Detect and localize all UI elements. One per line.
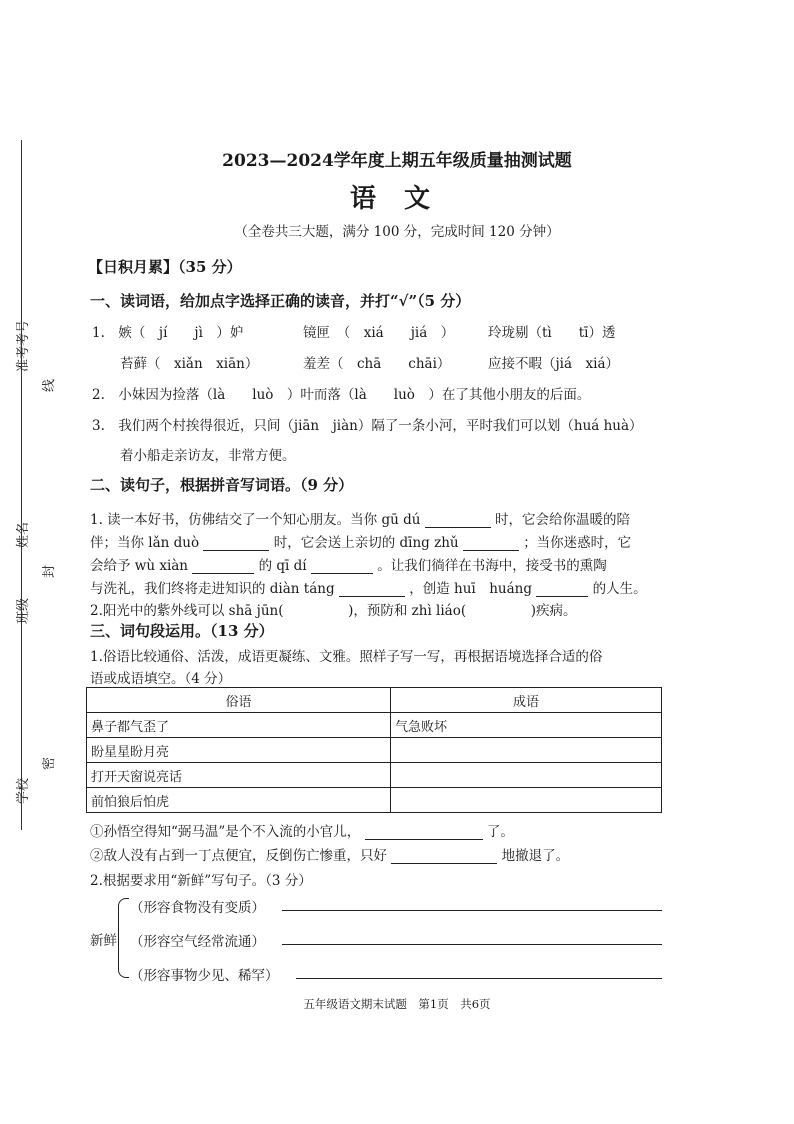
binding-line	[21, 140, 22, 830]
fill-text: ①孙悟空得知“弼马温”是个不入流的小官儿，	[90, 824, 361, 840]
q2-text: 会给予 wù xiàn	[90, 558, 189, 574]
table-header: 成语	[391, 688, 662, 713]
exam-number-label: 准考考号	[16, 319, 31, 372]
fill-text: ②敌人没有占到一丁点便宜，反倒伤亡惨重，只好	[90, 848, 387, 864]
answer-blank-fill-1[interactable]	[365, 825, 483, 840]
q1-item-2: 镜匣 （ xiá jiá ）	[303, 325, 455, 341]
answer-line-2[interactable]	[282, 944, 662, 945]
q1-item-4: 苔藓（ xiǎn xiān）	[120, 356, 259, 372]
fill-text: 了。	[486, 824, 514, 840]
table-cell: 鼻子都气歪了	[87, 713, 391, 738]
table-row	[87, 788, 662, 813]
q1-question-3a: 3. 我们两个村挨得很近，只间（jiān jiàn）隔了一条小河，平时我们可以划（huá huà）	[92, 418, 643, 434]
q2-line-4	[90, 577, 647, 597]
exam-title: 2023—2024学年度上期五年级质量抽测试题	[222, 151, 572, 171]
table-cell: 气急败坏	[391, 713, 662, 738]
q2-text: 。让我们徜徉在书海中，接受书的熏陶	[377, 558, 607, 574]
seal-char-xian: 线	[42, 378, 57, 392]
part-heading: 【日积月累】（35 分）	[88, 258, 242, 276]
table-answer-cell[interactable]	[391, 788, 662, 813]
q2-text: 的人生。	[592, 581, 647, 597]
school-label: 学校	[16, 777, 31, 804]
q2-text: ，创造 huī huáng	[409, 581, 532, 597]
q3-intro-1: 1.俗语比较通俗、活泼，成语更凝练、文雅。照样子写一写，再根据语境选择合适的俗	[90, 649, 603, 665]
exam-note: （全卷共三大题，满分 100 分，完成时间 120 分钟）	[234, 224, 560, 240]
q2-text: ；当你迷惑时，它	[523, 535, 632, 551]
table-row	[87, 763, 662, 788]
q2-text: )，预防和 zhì liáo(	[348, 603, 467, 619]
table-row	[87, 738, 662, 763]
fill-text: 地撤退了。	[501, 848, 570, 864]
answer-line-3[interactable]	[296, 978, 662, 979]
answer-blank-wuxian[interactable]	[192, 559, 254, 574]
answer-blank-landuo[interactable]	[203, 536, 269, 551]
answer-blank-huihuang[interactable]	[536, 582, 588, 597]
q1-item-3: 玲珑剔（tì tī）透	[488, 325, 616, 341]
answer-blank-diantang[interactable]	[339, 582, 405, 597]
class-label: 班级	[16, 597, 31, 624]
section-3-heading: 三、词句段运用。（13 分）	[90, 622, 274, 640]
table-row	[87, 713, 662, 738]
fill-sentence-2	[90, 844, 569, 864]
name-label: 姓名	[16, 521, 31, 548]
q1-question-2: 2. 小妹因为捡落（là luò ）叶而落（là luò ）在了其他小朋友的后面。	[92, 387, 591, 403]
requirement-3: （形容事物少见、稀罕）	[130, 968, 279, 984]
seal-char-feng: 封	[42, 564, 57, 578]
answer-blank-dingzhu[interactable]	[463, 536, 519, 551]
q2-text: 的 qī dí	[258, 558, 307, 574]
brace-icon	[118, 898, 129, 978]
q1-item-1: 1. 嫉（ jí jì ）妒	[92, 325, 244, 341]
answer-blank-qidi[interactable]	[311, 559, 373, 574]
table-cell: 前怕狼后怕虎	[87, 788, 391, 813]
table-answer-cell[interactable]	[391, 763, 662, 788]
q1-item-6: 应接不暇（jiá xiá）	[488, 356, 620, 372]
section-1-heading: 一、读词语，给加点字选择正确的读音，并打“√”（5 分）	[90, 292, 471, 310]
q2-line-2	[90, 531, 631, 551]
q2-text: 时，它会送上亲切的 dīng zhǔ	[273, 535, 459, 551]
q2-line-3	[90, 554, 607, 574]
answer-blank-fill-2[interactable]	[391, 849, 497, 864]
fill-sentence-1	[90, 820, 514, 840]
table-header-row	[87, 688, 662, 713]
q2-line-1	[90, 508, 630, 528]
word-label: 新鲜	[90, 933, 117, 949]
q3-intro-2: 语或成语填空。（4 分）	[90, 671, 232, 687]
seal-char-mi: 密	[42, 756, 57, 770]
q1-item-5: 羞差（ chā chāi）	[303, 356, 451, 372]
table-cell: 盼星星盼月亮	[87, 738, 391, 763]
table-cell: 打开天窗说亮话	[87, 763, 391, 788]
subject-title: 语文	[349, 184, 458, 214]
q2-line-5	[90, 599, 577, 619]
q2-text: 2.阳光中的紫外线可以 shā jūn(	[90, 603, 284, 619]
page-footer: 五年级语文期末试题 第1页 共6页	[303, 997, 491, 1011]
table-answer-cell[interactable]	[391, 738, 662, 763]
answer-line-1[interactable]	[282, 910, 662, 911]
answer-blank-gudu[interactable]	[425, 513, 491, 528]
q2-text: )疾病。	[530, 603, 577, 619]
q3-question-2: 2.根据要求用“新鲜”写句子。（3 分）	[90, 873, 312, 889]
q2-text: 1. 读一本好书，仿佛结交了一个知心朋友。当你 gū dú	[90, 512, 421, 528]
q1-question-3b: 着小船走亲访友，非常方便。	[120, 448, 296, 464]
table-header: 俗语	[87, 688, 391, 713]
q2-text: 伴；当你 lǎn duò	[90, 535, 200, 551]
q2-text: 与洗礼，我们终将走进知识的 diàn táng	[90, 581, 335, 597]
requirement-2: （形容空气经常流通）	[130, 934, 265, 950]
q2-text: 时，它会给你温暖的陪	[495, 512, 631, 528]
requirement-1: （形容食物没有变质）	[130, 900, 265, 916]
idiom-table	[86, 687, 662, 813]
section-2-heading: 二、读句子，根据拼音写词语。（9 分）	[90, 476, 354, 494]
